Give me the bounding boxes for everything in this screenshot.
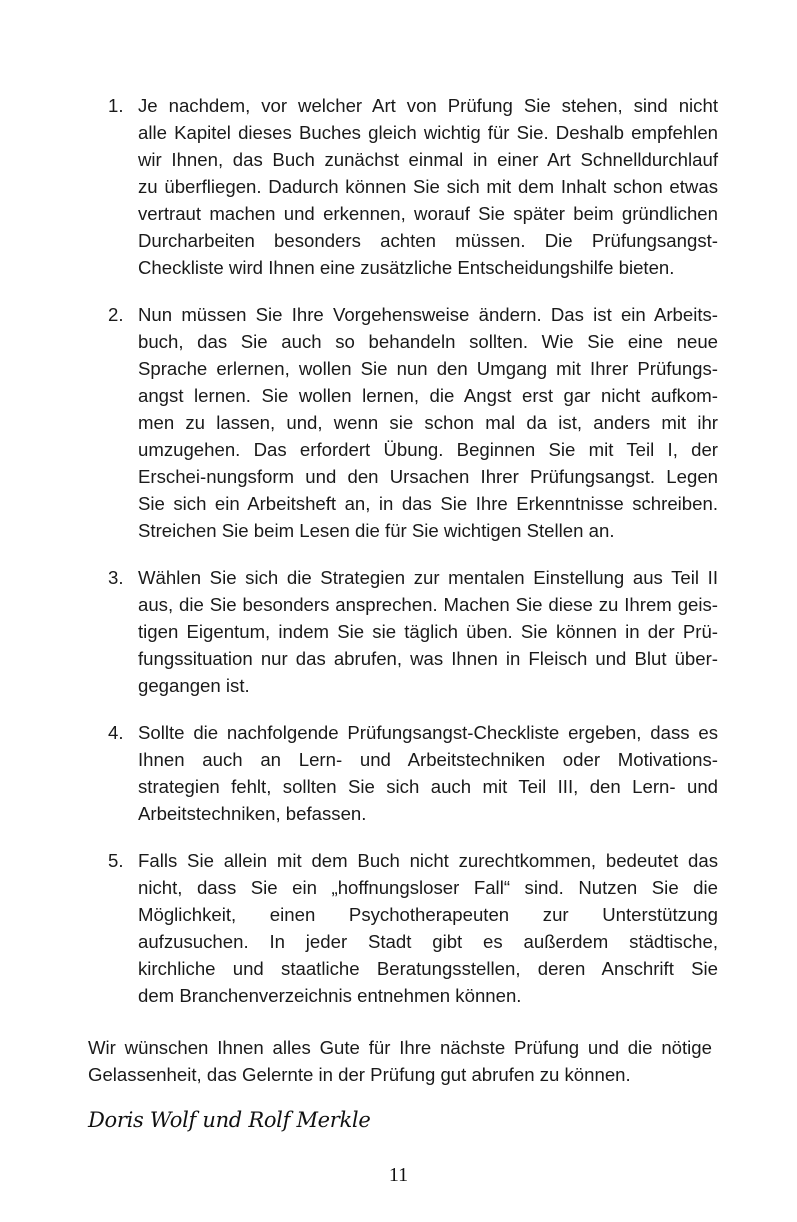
text-line: Sie sich ein Arbeitsheft an, in das Sie Ihre Erkenntnisse schreiben. bbox=[138, 493, 718, 514]
list-number: 1. bbox=[108, 95, 124, 116]
text-line: Arbeitstechniken, befassen. bbox=[138, 803, 367, 824]
text-line: kirchliche und staatliche Beratungsstellen, deren Anschrift Sie bbox=[138, 958, 718, 979]
text-line: vertraut machen und erkennen, worauf Sie später beim gründlichen bbox=[138, 203, 718, 224]
text-line: Gelassenheit, das Gelernte in der Prüfung gut abrufen zu können. bbox=[88, 1064, 631, 1085]
text-line: Nun müssen Sie Ihre Vorgehensweise ändern. Das ist ein Arbeits- bbox=[138, 304, 718, 325]
list-item-1 bbox=[108, 92, 718, 281]
text-line: Falls Sie allein mit dem Buch nicht zurechtkommen, bedeutet das bbox=[138, 850, 718, 871]
text-line: Sprache erlernen, wollen Sie nun den Umgang mit Ihrer Prüfungs- bbox=[138, 358, 718, 379]
text-line: aus, die Sie besonders ansprechen. Machen Sie diese zu Ihrem geis- bbox=[138, 594, 718, 615]
numbered-list bbox=[108, 92, 718, 1029]
author-signature: Doris Wolf und Rolf Merkle bbox=[88, 1108, 371, 1132]
text-line: nicht, dass Sie ein „hoffnungsloser Fall“ sind. Nutzen Sie die bbox=[138, 877, 718, 898]
text-line: Streichen Sie beim Lesen die für Sie wichtigen Stellen an. bbox=[138, 520, 615, 541]
text-line: wir Ihnen, das Buch zunächst einmal in einer Art Schnelldurchlauf bbox=[138, 149, 718, 170]
text-line: angst lernen. Sie wollen lernen, die Angst erst gar nicht aufkom- bbox=[138, 385, 718, 406]
list-number: 3. bbox=[108, 567, 124, 588]
list-number: 4. bbox=[108, 722, 124, 743]
list-item-4 bbox=[108, 719, 718, 827]
list-item-5 bbox=[108, 847, 718, 1009]
text-line: Durcharbeiten besonders achten müssen. Die Prüfungsangst- bbox=[138, 230, 718, 251]
text-line: men zu lassen, und, wenn sie schon mal da ist, anders mit ihr bbox=[138, 412, 718, 433]
text-line: Sollte die nachfolgende Prüfungsangst-Checkliste ergeben, dass es bbox=[138, 722, 718, 743]
text-line: Wir wünschen Ihnen alles Gute für Ihre nächste Prüfung und die nötige bbox=[88, 1037, 712, 1058]
closing-paragraph bbox=[88, 1034, 712, 1088]
text-line: strategien fehlt, sollten Sie sich auch mit Teil III, den Lern- und bbox=[138, 776, 718, 797]
list-number: 2. bbox=[108, 304, 124, 325]
text-line: alle Kapitel dieses Buches gleich wichtig für Sie. Deshalb empfehlen bbox=[138, 122, 718, 143]
text-line: umzugehen. Das erfordert Übung. Beginnen Sie mit Teil I, der bbox=[138, 439, 718, 460]
text-line: Erschei-nungsform und den Ursachen Ihrer Prüfungsangst. Legen bbox=[138, 466, 718, 487]
text-line: Möglichkeit, einen Psychotherapeuten zur Unterstützung bbox=[138, 904, 718, 925]
text-line: tigen Eigentum, indem Sie sie täglich üben. Sie können in der Prü- bbox=[138, 621, 718, 642]
text-line: buch, das Sie auch so behandeln sollten. Wie Sie eine neue bbox=[138, 331, 718, 352]
text-line: aufzusuchen. In jeder Stadt gibt es außerdem städtische, bbox=[138, 931, 718, 952]
text-line: Wählen Sie sich die Strategien zur mentalen Einstellung aus Teil II bbox=[138, 567, 718, 588]
text-line: gegangen ist. bbox=[138, 675, 250, 696]
list-number: 5. bbox=[108, 850, 124, 871]
list-item-3 bbox=[108, 564, 718, 699]
text-line: dem Branchenverzeichnis entnehmen können. bbox=[138, 985, 522, 1006]
text-line: Ihnen auch an Lern- und Arbeitstechniken oder Motivations- bbox=[138, 749, 718, 770]
text-line: Checkliste wird Ihnen eine zusätzliche Entscheidungshilfe bieten. bbox=[138, 257, 675, 278]
text-line: Je nachdem, vor welcher Art von Prüfung Sie stehen, sind nicht bbox=[138, 95, 718, 116]
page-number: 11 bbox=[388, 1164, 409, 1186]
list-item-2 bbox=[108, 301, 718, 544]
text-line: zu überfliegen. Dadurch können Sie sich mit dem Inhalt schon etwas bbox=[138, 176, 718, 197]
text-line: fungssituation nur das abrufen, was Ihnen in Fleisch und Blut über- bbox=[138, 648, 718, 669]
